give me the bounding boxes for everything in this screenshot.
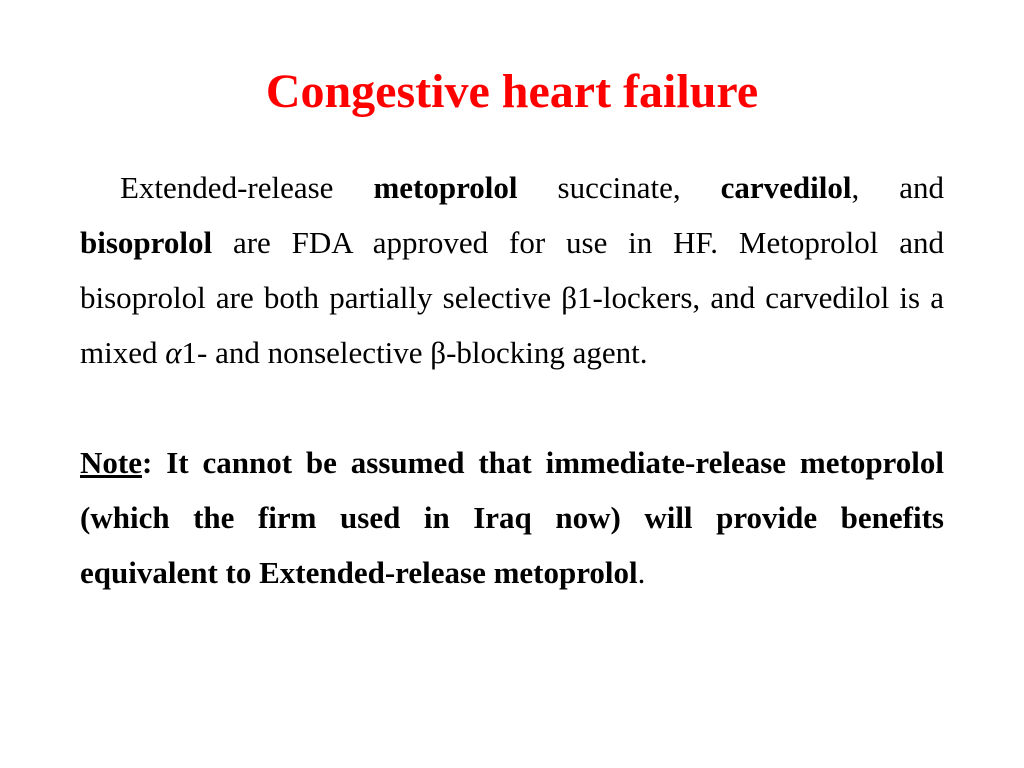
slide-title: Congestive heart failure bbox=[265, 65, 759, 118]
note-label: Note bbox=[80, 445, 142, 480]
drug-metoprolol: metoprolol bbox=[373, 170, 518, 205]
paragraph-spacer bbox=[80, 380, 944, 435]
note-text: It cannot be assumed that immediate-release metoprolol (which the firm used in Iraq now) will provide benefits equivalent to Extended-release metoprolol bbox=[80, 445, 944, 590]
paragraph-text-4: are FDA approved for use in HF. Metoprolol and bisoprolol are both partially selective β1-lockers, and carvedilol is a mixed bbox=[80, 225, 944, 370]
drug-bisoprolol: bisoprolol bbox=[80, 225, 213, 260]
drug-paragraph bbox=[80, 160, 944, 380]
note-colon: : bbox=[141, 445, 167, 480]
paragraph-text-2: succinate, bbox=[517, 170, 721, 205]
alpha-symbol: α bbox=[165, 335, 182, 370]
paragraph-text-3: , and bbox=[851, 170, 944, 205]
paragraph-text-1: Extended-release bbox=[120, 170, 374, 205]
paragraph-text-5: 1- and nonselective β-blocking agent. bbox=[181, 335, 648, 370]
note-period: . bbox=[637, 555, 646, 590]
slide-body bbox=[80, 160, 944, 600]
drug-carvedilol: carvedilol bbox=[720, 170, 852, 205]
note-paragraph bbox=[80, 435, 944, 600]
